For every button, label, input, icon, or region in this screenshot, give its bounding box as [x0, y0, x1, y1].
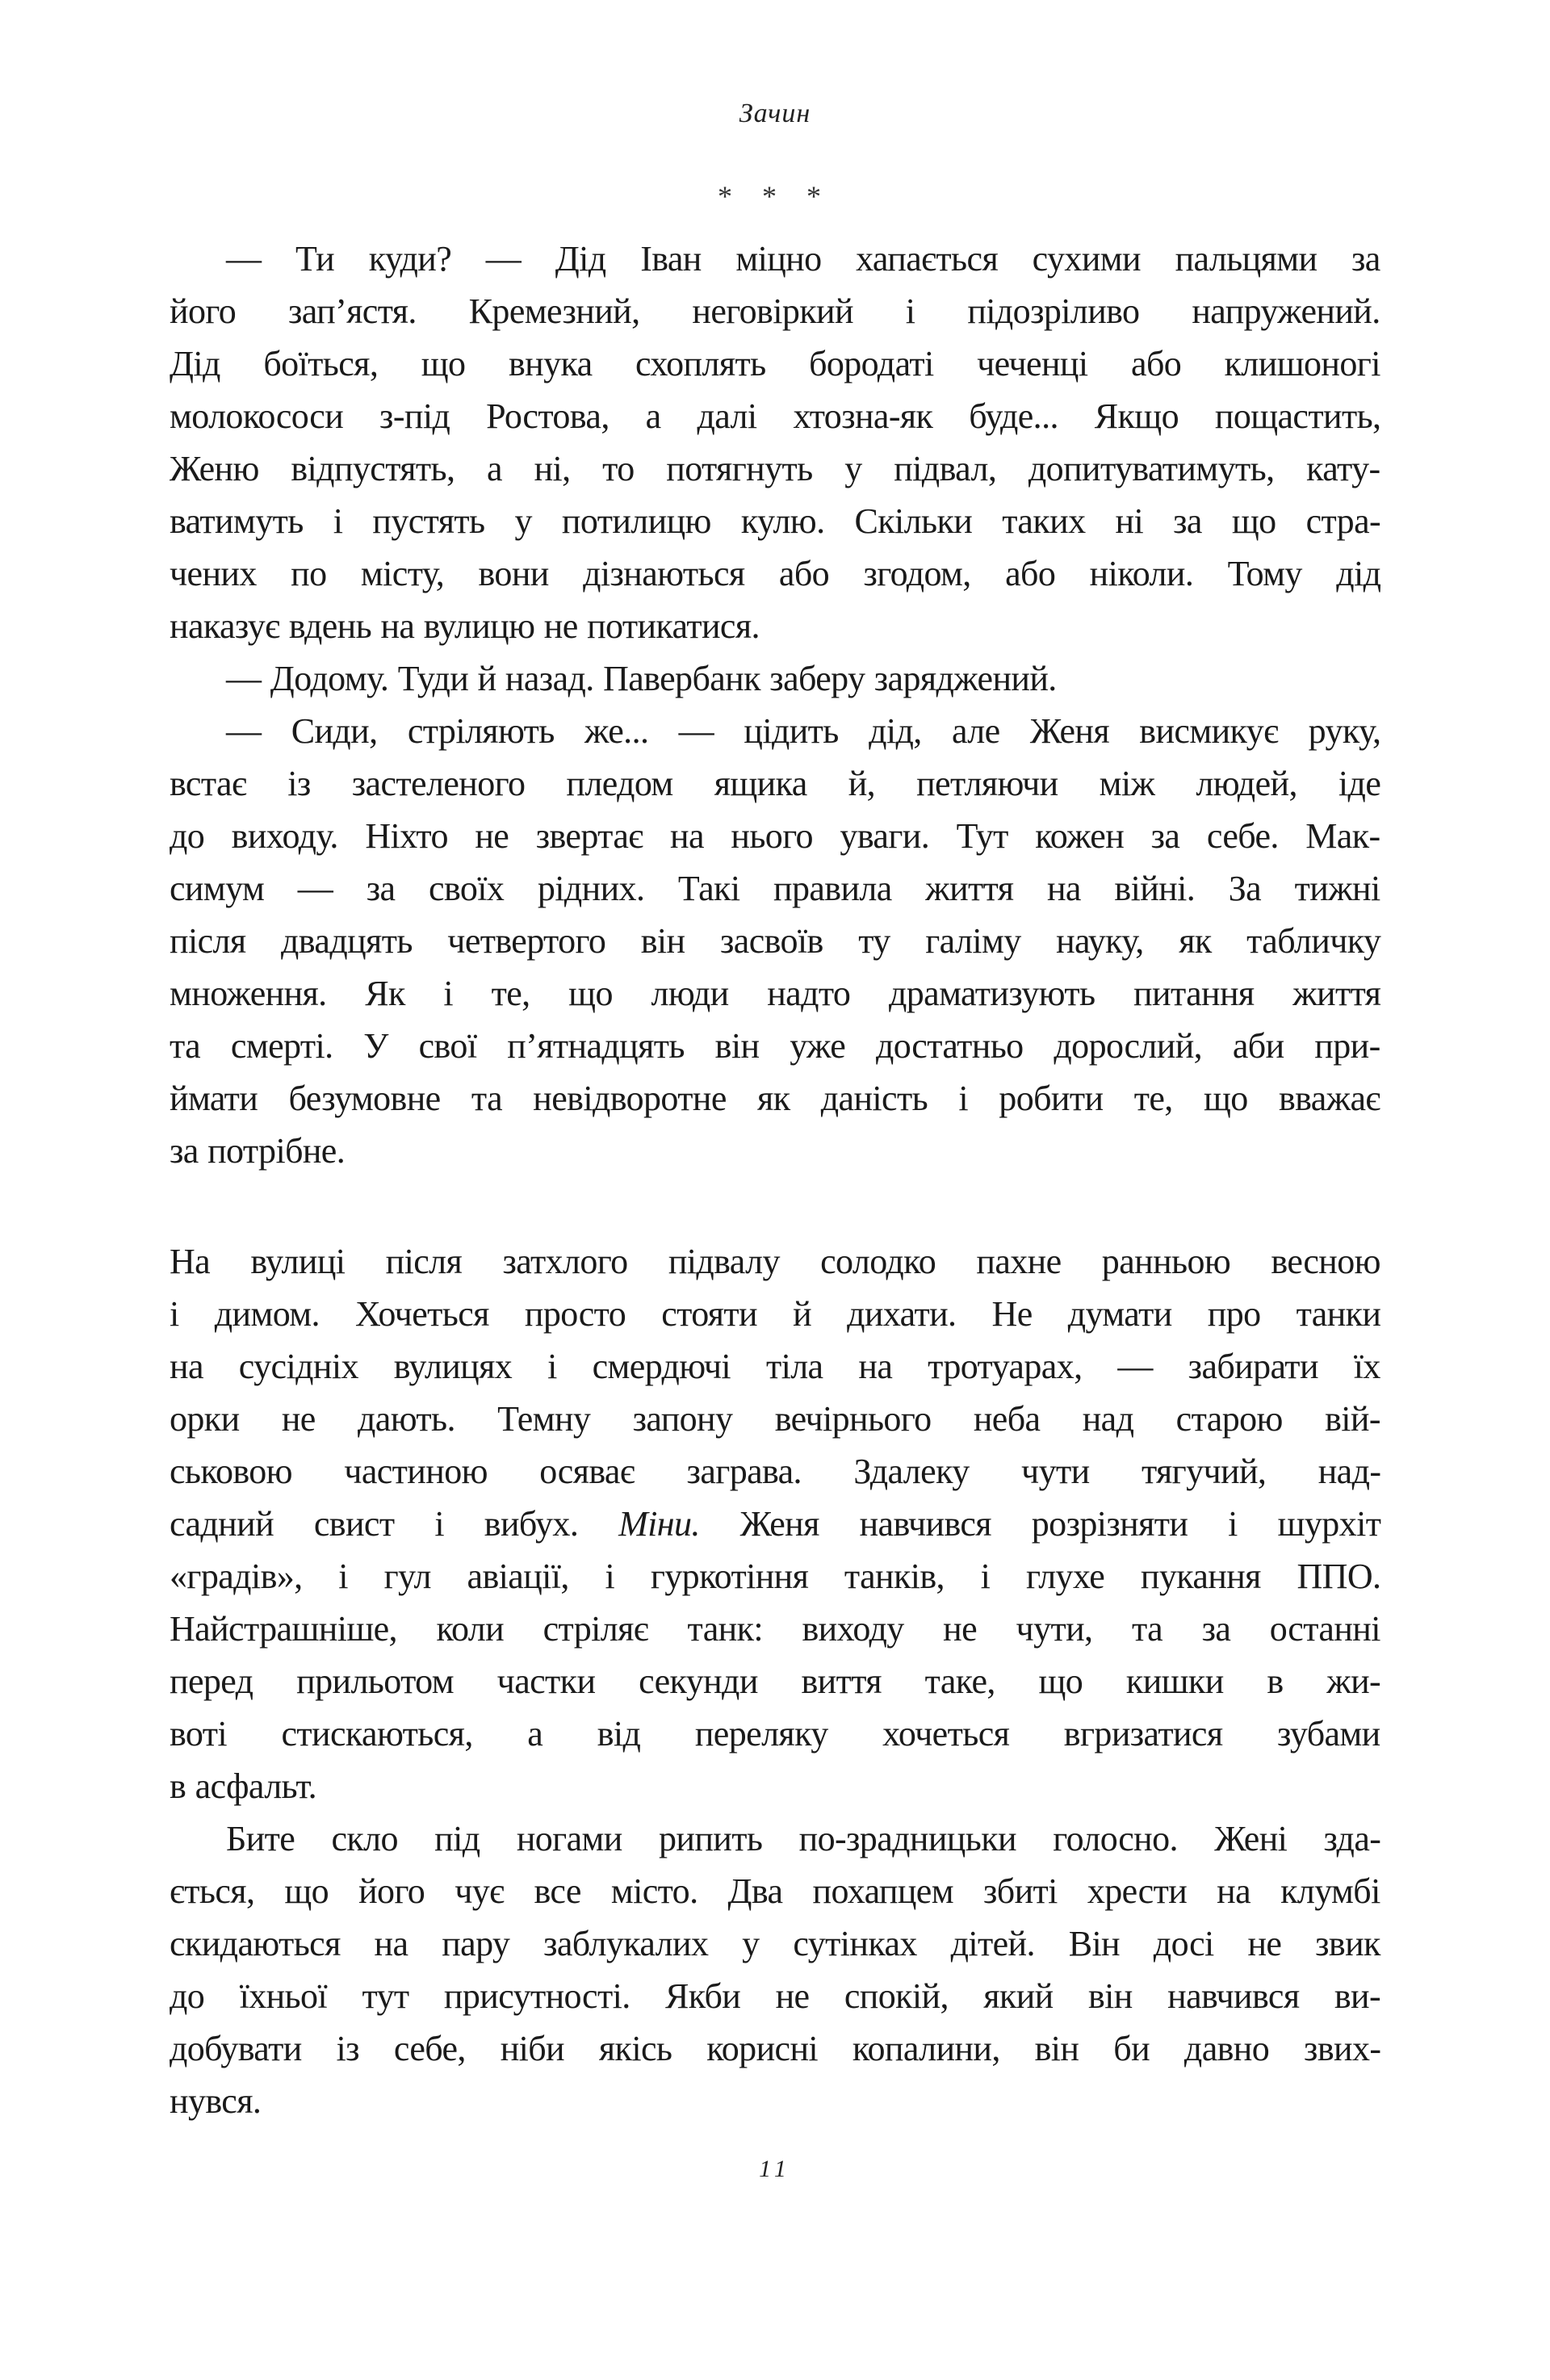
text-line: до виходу. Ніхто не звертає на нього уваги. Тут кожен за себе. Мак-: [170, 816, 1380, 856]
text-line: за потрібне.: [170, 1131, 346, 1171]
text-line: «градів», і гул авіації, і гуркотіння танків, і глухе пукання ППО.: [170, 1557, 1381, 1596]
book-page: [170, 0, 1380, 2380]
text-line: — Ти куди? — Дід Іван міцно хапається сухими пальцями за: [226, 239, 1380, 279]
text-line: його зап’ястя. Кремезний, неговіркий і підозріливо напружений.: [170, 291, 1380, 331]
text-line: перед прильотом частки секунди виття таке, що кишки в жи-: [170, 1661, 1381, 1701]
paragraph: [170, 1235, 1380, 1812]
text-line: після двадцять четвертого він засвоїв ту галіму науку, як табличку: [170, 921, 1381, 961]
text-line: Дід боїться, що внука схоплять бородаті чеченці або клишоногі: [170, 344, 1380, 383]
paragraph: [170, 233, 1380, 652]
text-line: встає із застеленого пледом ящика й, петляючи між людей, іде: [170, 764, 1381, 803]
text-line: на сусідніх вулицях і смердючі тіла на тротуарах, — забирати їх: [170, 1347, 1380, 1386]
paragraph-gap: [170, 1177, 1380, 1235]
text-line: Бите скло під ногами рипить по-зрадницьки голосно. Жені зда-: [226, 1819, 1381, 1858]
text-line: і димом. Хочеться просто стояти й дихати. Не думати про танки: [170, 1294, 1381, 1334]
text-line: На вулиці після затхлого підвалу солодко пахне ранньою весною: [170, 1242, 1380, 1281]
text-line: ськовою частиною осяває заграва. Здалеку чути тягучий, над-: [170, 1452, 1381, 1491]
text-line: скидаються на пару заблукалих у сутінках дітей. Він досі не звик: [170, 1924, 1380, 1963]
text-line: — Сиди, стріляють же... — цідить дід, але Женя висмикує руку,: [226, 711, 1381, 751]
text-line: молокососи з-під Ростова, а далі хтозна-як буде... Якщо пощастить,: [170, 396, 1381, 436]
text-line: до їхньої тут присутності. Якби не спокій, який він навчився ви-: [170, 1976, 1381, 2016]
paragraph: [170, 705, 1380, 1177]
section-break-asterisks: * * *: [718, 180, 832, 212]
text-line: добувати із себе, ніби якісь корисні копалини, він би давно звих-: [170, 2029, 1381, 2068]
text-line: ється, що його чує все місто. Два похапцем збиті хрести на клумбі: [170, 1871, 1380, 1911]
text-line: симум — за своїх рідних. Такі правила життя на війні. За тижні: [170, 869, 1380, 908]
text-line: ватимуть і пустять у потилицю кулю. Скільки таких ні за що стра-: [170, 501, 1381, 541]
text-line: в асфальт.: [170, 1766, 317, 1806]
body-text: [170, 233, 1380, 2127]
text-line: множення. Як і те, що люди надто драматизують питання життя: [170, 974, 1381, 1013]
text-line: садний свист і вибух. Міни. Женя навчився розрізняти і шурхіт: [170, 1504, 1381, 1544]
text-line: Найстрашніше, коли стріляє танк: виходу не чути, та за останні: [170, 1609, 1380, 1649]
text-line: наказує вдень на вулицю не потикатися.: [170, 606, 760, 646]
text-line: Женю відпустять, а ні, то потягнуть у підвал, допитуватимуть, кату-: [170, 449, 1380, 488]
paragraph: [170, 652, 1380, 705]
text-line: нувся.: [170, 2081, 262, 2121]
paragraph: [170, 1812, 1380, 2127]
text-line: та смерті. У свої п’ятнадцять він уже достатньо дорослий, аби при-: [170, 1026, 1380, 1066]
page-number: 11: [759, 2156, 791, 2182]
text-line: чених по місту, вони дізнаються або згодом, або ніколи. Тому дід: [170, 554, 1381, 593]
italic-emphasis: Міни.: [618, 1504, 700, 1544]
text-line: орки не дають. Темну запону вечірнього неба над старою вій-: [170, 1399, 1380, 1439]
text-line: воті стискаються, а від переляку хочеться вгризатися зубами: [170, 1714, 1380, 1754]
text-line: ймати безумовне та невідворотне як даність і робити те, що вважає: [170, 1079, 1380, 1118]
running-head: Зачин: [739, 98, 811, 128]
text-line: — Додому. Туди й назад. Павербанк заберу заряджений.: [226, 659, 1057, 698]
